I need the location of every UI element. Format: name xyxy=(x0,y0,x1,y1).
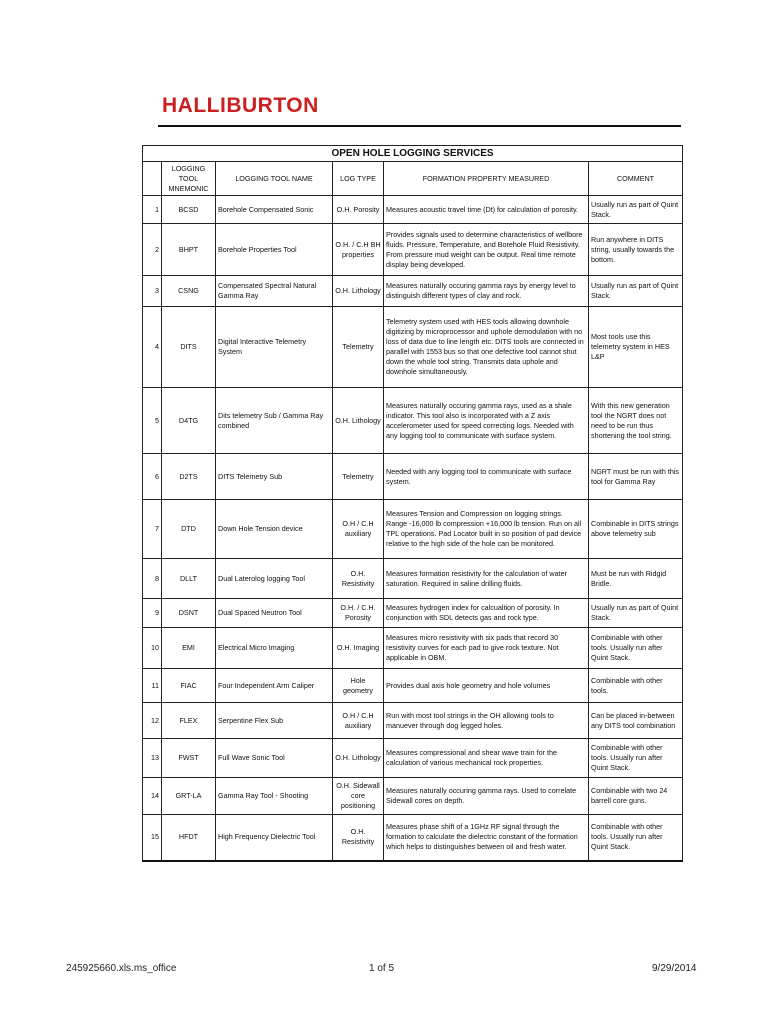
table-row xyxy=(143,500,683,559)
row-comment: Combinable with two 24 barrell core guns. xyxy=(589,778,683,815)
header-number xyxy=(143,162,162,196)
row-property: Needed with any logging tool to communicate with surface system. xyxy=(384,454,589,500)
row-property: Measures micro resistivity with six pads that record 30 resistivity curves for each pad to give rock texture. Not applicable in OBM. xyxy=(384,628,589,669)
row-mnemonic: FWST xyxy=(162,739,216,778)
row-mnemonic: DITS xyxy=(162,307,216,388)
table-row xyxy=(143,739,683,778)
table-row xyxy=(143,778,683,815)
row-comment: Must be run with Ridgid Bridle. xyxy=(589,559,683,599)
row-log-type: O.H / C.H auxiliary xyxy=(333,703,384,739)
row-log-type: O.H. Sidewall core positioning xyxy=(333,778,384,815)
row-comment: Most tools use this telemetry system in HES L&P xyxy=(589,307,683,388)
row-property: Measures Tension and Compression on logging strings. Range -16,000 lb compression +16,000 lb tension. Run on all TPL operations. Pad Locator built in so position of pad device relative to the high side of the hole can be monitored. xyxy=(384,500,589,559)
row-comment: Run anywhere in DITS string, usually towards the bottom. xyxy=(589,224,683,276)
table-row xyxy=(143,454,683,500)
row-comment: Usually run as part of Quint Stack. xyxy=(589,276,683,307)
row-log-type: O.H. Resistivity xyxy=(333,815,384,861)
footer-filename: 245925660.xls.ms_office xyxy=(66,963,177,974)
row-number: 6 xyxy=(143,454,162,500)
row-number: 15 xyxy=(143,815,162,861)
row-comment: Combinable with other tools. xyxy=(589,669,683,703)
row-tool-name: Down Hole Tension device xyxy=(216,500,333,559)
row-log-type: O.H. Porosity xyxy=(333,196,384,224)
table-row xyxy=(143,388,683,454)
table-row xyxy=(143,669,683,703)
row-comment: Combinable with other tools. Usually run after Quint Stack. xyxy=(589,815,683,861)
row-property: Run with most tool strings in the OH allowing tools to manuever through dog legged holes. xyxy=(384,703,589,739)
row-log-type: Hole geometry xyxy=(333,669,384,703)
row-number: 11 xyxy=(143,669,162,703)
table-row xyxy=(143,703,683,739)
row-property: Telemetry system used with HES tools allowing downhole digitizing by microprocessor and uphole demodulation with no loss of data due to line length etc. DITS tools are connected in parallel with 1553 bus so that one defective tool cannot shut down the whole tool string. Transmits data uphole and downhole simultaneously. xyxy=(384,307,589,388)
table-row xyxy=(143,224,683,276)
row-log-type: O.H. / C.H BH properties xyxy=(333,224,384,276)
halliburton-logo: HALLIBURTON xyxy=(162,94,319,117)
header-property: FORMATION PROPERTY MEASURED xyxy=(384,162,589,196)
row-tool-name: Digital Interactive Telemetry System xyxy=(216,307,333,388)
footer-page-number: 1 of 5 xyxy=(369,963,395,974)
footer-date: 9/29/2014 xyxy=(652,963,697,974)
row-mnemonic: FIAC xyxy=(162,669,216,703)
row-log-type: O.H. Lithology xyxy=(333,388,384,454)
row-comment: Combinable with other tools. Usually run after Quint Stack. xyxy=(589,628,683,669)
row-tool-name: Full Wave Sonic Tool xyxy=(216,739,333,778)
row-number: 5 xyxy=(143,388,162,454)
row-tool-name: High Frequency Dielectric Tool xyxy=(216,815,333,861)
row-comment: NGRT must be run with this tool for Gamma Ray xyxy=(589,454,683,500)
row-comment: With this new generation tool the NGRT does not need to be run thus shortening the tool string. xyxy=(589,388,683,454)
row-tool-name: Borehole Compensated Sonic xyxy=(216,196,333,224)
row-number: 2 xyxy=(143,224,162,276)
row-comment: Combinable with other tools. Usually run after Quint Stack. xyxy=(589,739,683,778)
logging-services-table xyxy=(142,145,683,862)
row-log-type: Telemetry xyxy=(333,307,384,388)
row-log-type: O.H / C.H auxiliary xyxy=(333,500,384,559)
table-title: OPEN HOLE LOGGING SERVICES xyxy=(143,146,683,162)
row-property: Provides dual axis hole geometry and hole volumes xyxy=(384,669,589,703)
row-tool-name: DITS Telemetry Sub xyxy=(216,454,333,500)
row-tool-name: Dual Laterolog logging Tool xyxy=(216,559,333,599)
row-number: 4 xyxy=(143,307,162,388)
table-row xyxy=(143,628,683,669)
row-mnemonic: D4TG xyxy=(162,388,216,454)
row-property: Measures formation resistivity for the calculation of water saturation. Required in saline drilling fluids. xyxy=(384,559,589,599)
row-tool-name: Borehole Properties Tool xyxy=(216,224,333,276)
row-mnemonic: GRT-LA xyxy=(162,778,216,815)
row-comment: Usually run as part of Quint Stack. xyxy=(589,196,683,224)
header-comment: COMMENT xyxy=(589,162,683,196)
header-divider xyxy=(158,125,681,127)
header-mnemonic: LOGGING TOOL MNEMONIC xyxy=(162,162,216,196)
row-tool-name: Dual Spaced Neutron Tool xyxy=(216,599,333,628)
row-comment: Usually run as part of Quint Stack. xyxy=(589,599,683,628)
row-property: Measures compressional and shear wave train for the calculation of various mechanical rock properties. xyxy=(384,739,589,778)
row-mnemonic: CSNG xyxy=(162,276,216,307)
row-number: 10 xyxy=(143,628,162,669)
row-comment: Can be placed in-between any DITS tool combination xyxy=(589,703,683,739)
row-mnemonic: DTD xyxy=(162,500,216,559)
row-number: 13 xyxy=(143,739,162,778)
row-tool-name: Four Independent Arm Caliper xyxy=(216,669,333,703)
table-row xyxy=(143,815,683,861)
row-tool-name: Serpentine Flex Sub xyxy=(216,703,333,739)
row-tool-name: Dits telemetry Sub / Gamma Ray combined xyxy=(216,388,333,454)
table-row xyxy=(143,307,683,388)
row-log-type: O.H. Imaging xyxy=(333,628,384,669)
header-log-type: LOG TYPE xyxy=(333,162,384,196)
row-number: 8 xyxy=(143,559,162,599)
row-number: 14 xyxy=(143,778,162,815)
row-mnemonic: BCSD xyxy=(162,196,216,224)
row-property: Provides signals used to determine characteristics of wellbore fluids. Pressure, Temperature, and Borehole Fluid Resistivity. From pressure mud weight can be output. Real time remote display being developed. xyxy=(384,224,589,276)
table-row xyxy=(143,559,683,599)
row-log-type: O.H. Lithology xyxy=(333,276,384,307)
row-mnemonic: DLLT xyxy=(162,559,216,599)
row-property: Measures naturally occuring gamma rays, used as a shale indicator. This tool also is incorporated with a Z axis accelerometer used for speed correcting logs. Needed with any logging tool to communicate with surface system. xyxy=(384,388,589,454)
row-tool-name: Gamma Ray Tool - Shooting xyxy=(216,778,333,815)
row-property: Measures phase shift of a 1GHz RF signal through the formation to calculate the dielectric constant of the formation which helps to distinguishes between oil and fresh water. xyxy=(384,815,589,861)
row-property: Measures naturally occuring gamma rays. Used to correlate Sidewall cores on depth. xyxy=(384,778,589,815)
row-number: 12 xyxy=(143,703,162,739)
row-log-type: O.H. Lithology xyxy=(333,739,384,778)
row-number: 3 xyxy=(143,276,162,307)
row-property: Measures acoustic travel time (Dt) for calculation of porosity. xyxy=(384,196,589,224)
row-property: Measures naturally occuring gamma rays by energy level to distinguish different types of clay and rock. xyxy=(384,276,589,307)
row-number: 7 xyxy=(143,500,162,559)
row-mnemonic: HFDT xyxy=(162,815,216,861)
row-tool-name: Electrical Micro Imaging xyxy=(216,628,333,669)
row-number: 9 xyxy=(143,599,162,628)
table-row xyxy=(143,599,683,628)
row-mnemonic: BHPT xyxy=(162,224,216,276)
row-mnemonic: FLEX xyxy=(162,703,216,739)
header-tool-name: LOGGING TOOL NAME xyxy=(216,162,333,196)
row-mnemonic: D2TS xyxy=(162,454,216,500)
row-mnemonic: EMI xyxy=(162,628,216,669)
row-comment: Combinable in DITS strings above telemetry sub xyxy=(589,500,683,559)
row-number: 1 xyxy=(143,196,162,224)
row-property: Measures hydrogen index for calcualtion of porosity. In conjunction with SDL detects gas and rock type. xyxy=(384,599,589,628)
row-log-type: Telemetry xyxy=(333,454,384,500)
table-row xyxy=(143,196,683,224)
row-tool-name: Compensated Spectral Natural Gamma Ray xyxy=(216,276,333,307)
row-mnemonic: DSNT xyxy=(162,599,216,628)
table-row xyxy=(143,276,683,307)
row-log-type: O.H. / C.H. Porosity xyxy=(333,599,384,628)
row-log-type: O.H. Resistivity xyxy=(333,559,384,599)
